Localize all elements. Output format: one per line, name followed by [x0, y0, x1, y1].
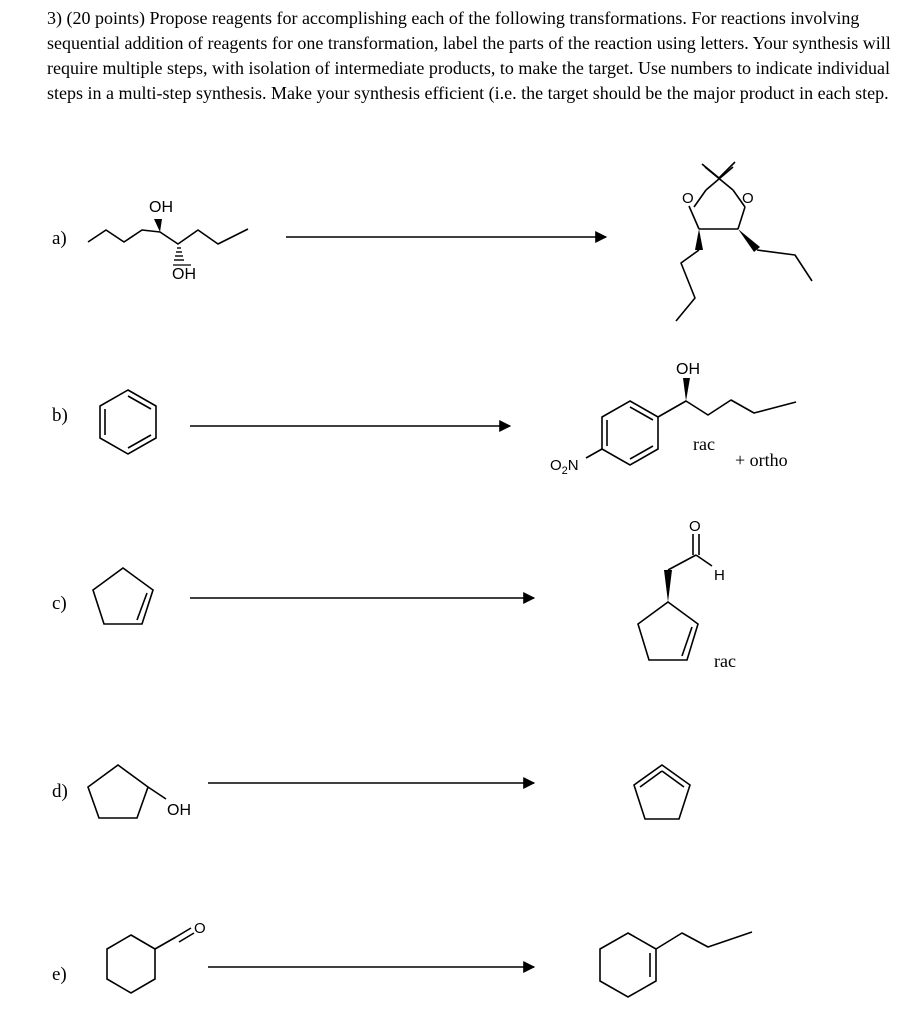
part-c-cyclopentene [93, 568, 153, 624]
atom-oh-top: OH [149, 199, 173, 216]
wedge-bond-right [738, 229, 760, 252]
part-c-label: c) [52, 593, 67, 614]
part-a-starting-diol [88, 199, 248, 283]
part-b-label: b) [52, 405, 68, 426]
part-c [52, 518, 736, 671]
wedge-bond [154, 219, 162, 232]
part-d-cyclopentadiene [634, 765, 690, 819]
wedge-bond-left [695, 229, 703, 250]
hashed-bond [174, 248, 184, 260]
question-text: 3) (20 points) Propose reagents for accomplishing each of the following transformations. For reactions involving sequential addition of reagents for one transformation, label the parts of the reaction using letters. Your synthesis will require multiple steps, with isolation of intermediate products, to make the target. Use numbers to indicate individual steps in a multi-step synthesis. Make your synthesis efficient (i.e. the target should be the major product in each step. [47, 8, 891, 103]
atom-h: H [714, 567, 725, 584]
ortho-note: + ortho [735, 450, 788, 470]
part-a-label: a) [52, 228, 67, 249]
atom-o: O [689, 518, 701, 535]
part-d [52, 765, 690, 819]
part-b-benzene [100, 390, 156, 454]
part-e-cyclohexanone-methylene [107, 920, 206, 993]
atom-oh: OH [167, 802, 191, 819]
rac-label: rac [693, 434, 715, 454]
part-d-cyclopentanol [88, 765, 191, 819]
wedge-bond [664, 570, 672, 602]
part-e [52, 920, 752, 997]
atom-o-right: O [742, 190, 754, 207]
rac-label: rac [714, 651, 736, 671]
part-b [52, 361, 796, 477]
part-e-label: e) [52, 964, 67, 985]
atom-oh-bottom: OH [172, 266, 196, 283]
part-a [52, 162, 812, 321]
part-d-label: d) [52, 781, 68, 802]
part-c-product-aldehyde [638, 518, 736, 671]
atom-o-left: O [682, 190, 694, 207]
atom-o: O [194, 920, 206, 937]
part-b-product-nitroaryl-alcohol [550, 361, 796, 477]
part-a-product-acetonide [676, 162, 812, 321]
part-e-product-propylcyclohexene [600, 932, 752, 997]
wedge-bond [683, 378, 690, 401]
atom-oh: OH [676, 361, 700, 378]
nitro-o: $O_2N$ [550, 457, 579, 477]
